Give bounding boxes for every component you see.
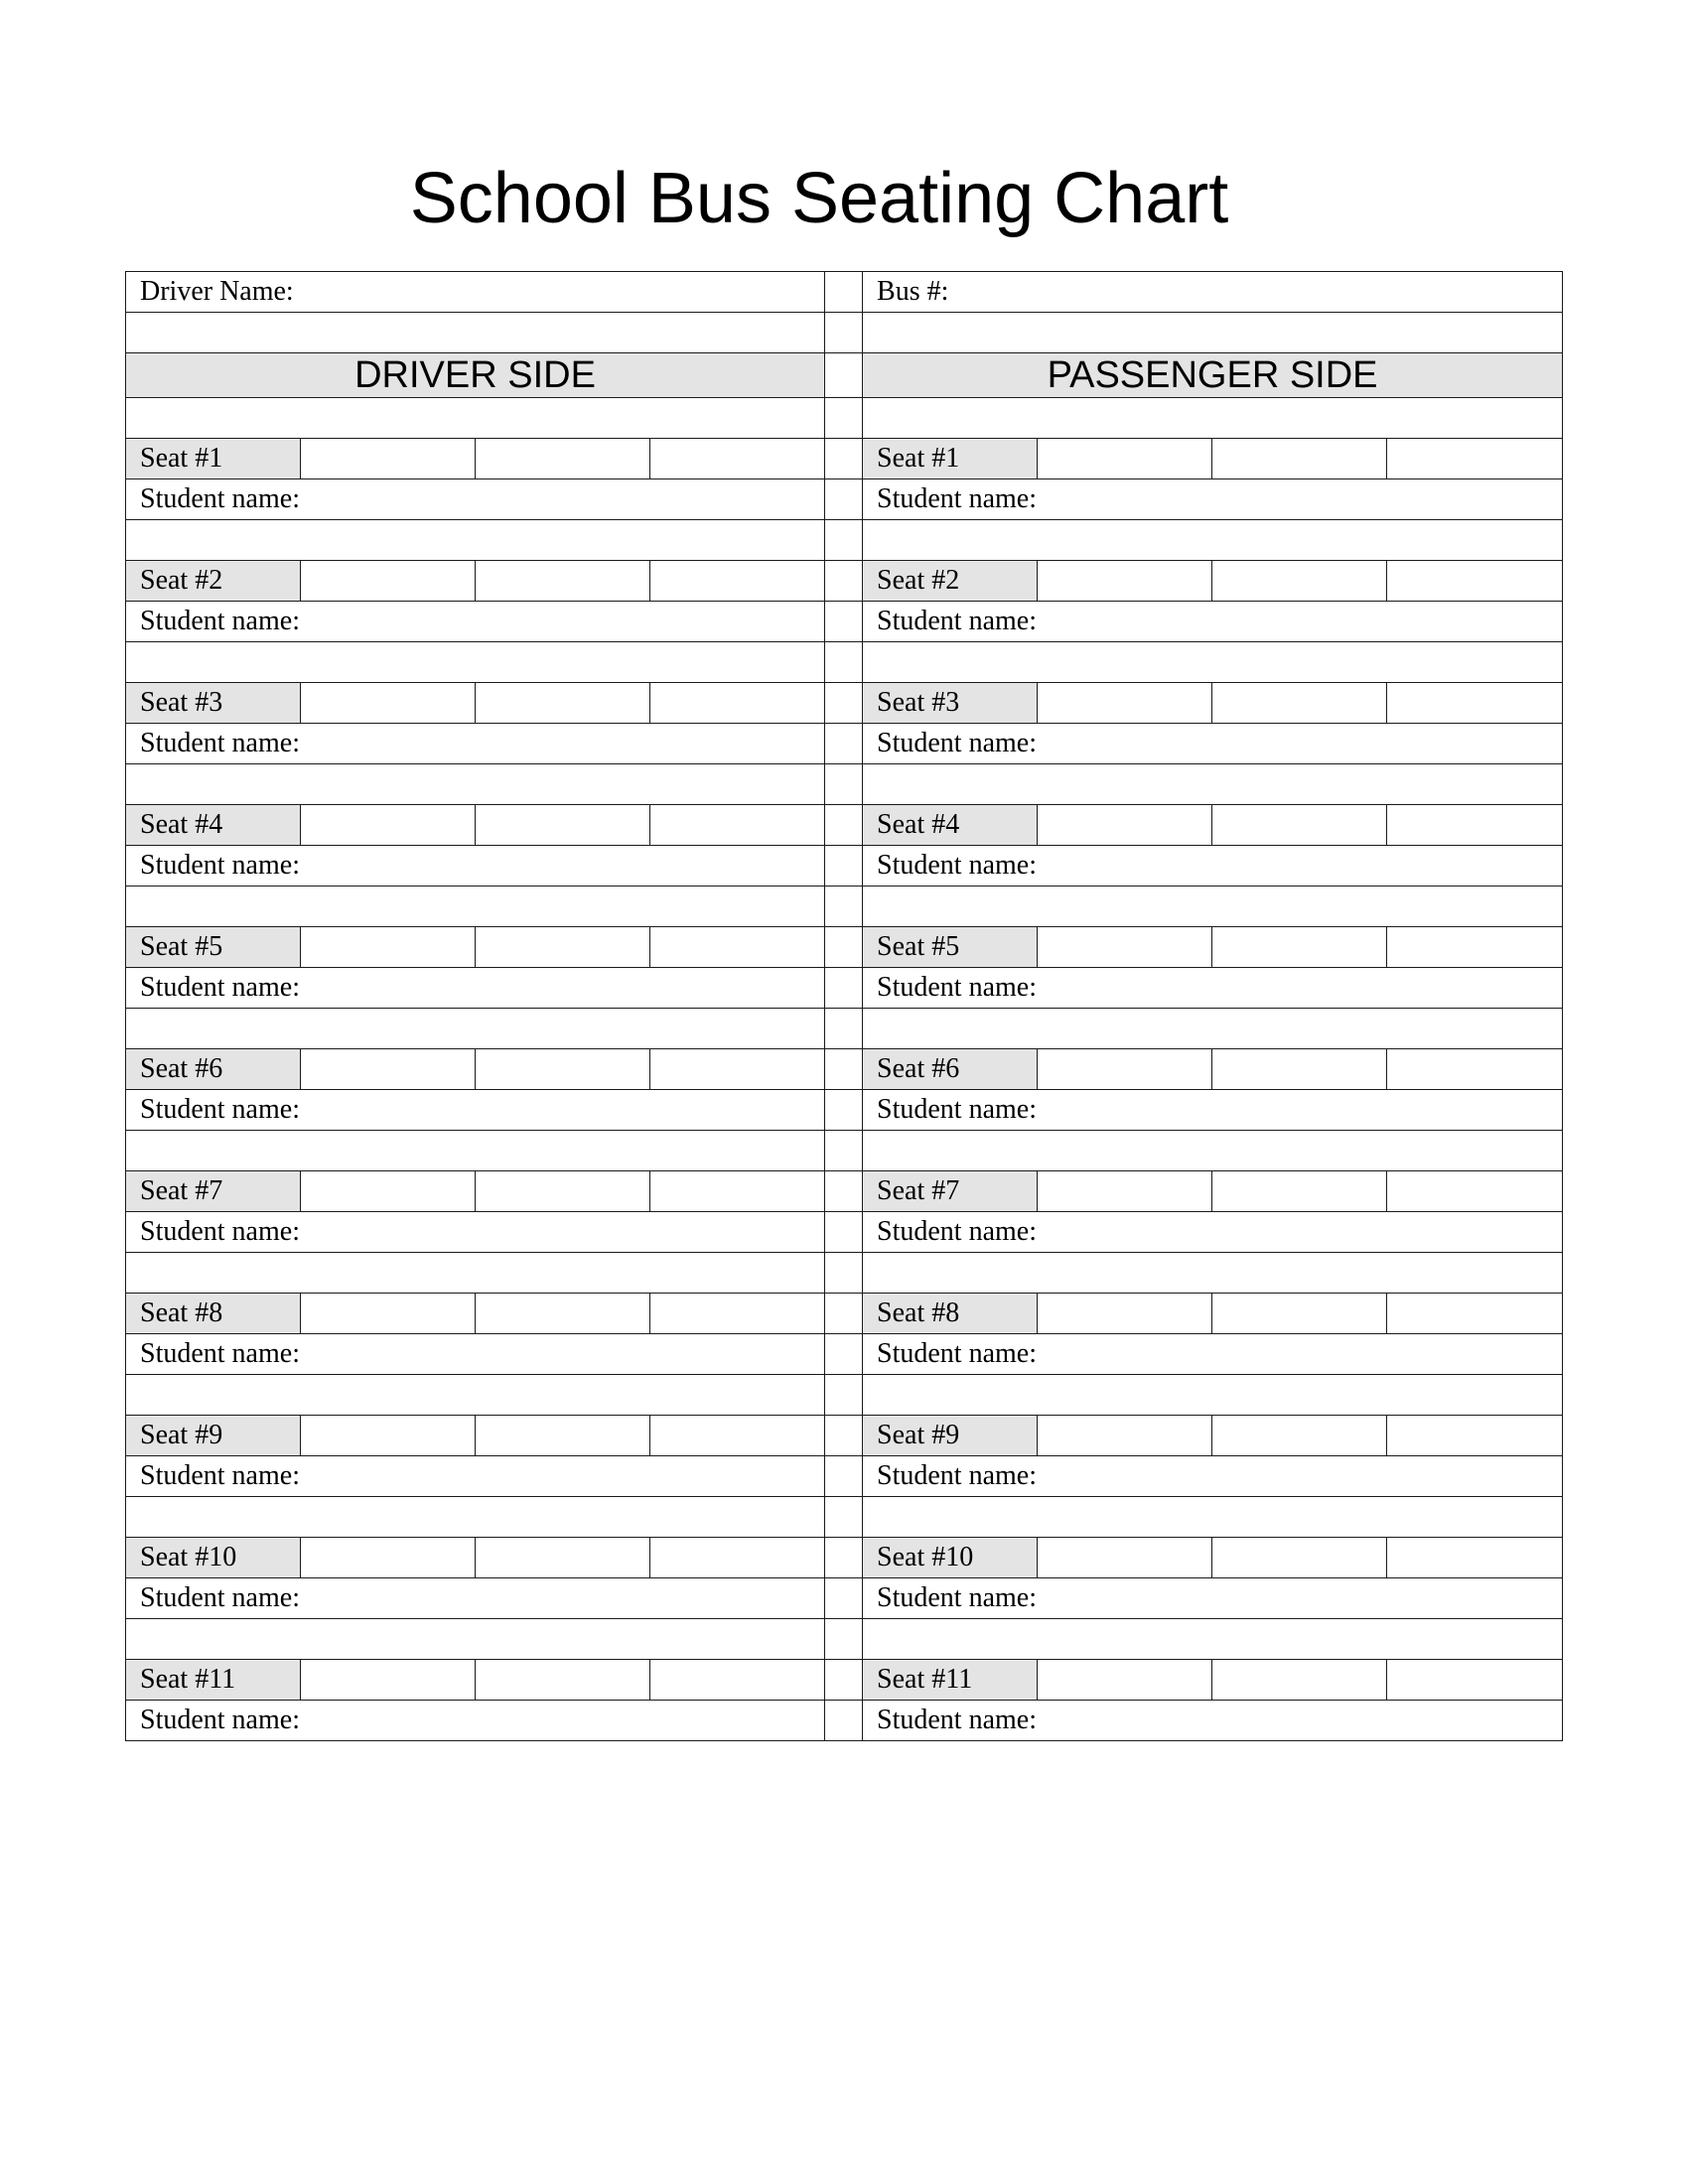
driver-seat-entry-cell[interactable] xyxy=(650,1171,825,1212)
student-name-row xyxy=(126,1090,1563,1131)
passenger-side-header: PASSENGER SIDE xyxy=(863,353,1563,398)
spacer-cell xyxy=(126,520,825,561)
seat-row xyxy=(126,1171,1563,1212)
aisle-cell xyxy=(825,887,863,927)
driver-seat-entry-cell[interactable] xyxy=(301,1049,476,1090)
passenger-seat-entry-cell[interactable] xyxy=(1038,1294,1212,1334)
passenger-student-name-field[interactable]: Student name: xyxy=(863,1334,1563,1375)
passenger-seat-entry-cell[interactable] xyxy=(1387,1294,1563,1334)
driver-seat-entry-cell[interactable] xyxy=(301,1538,476,1578)
aisle-cell xyxy=(825,1701,863,1741)
aisle-cell xyxy=(825,1090,863,1131)
passenger-seat-entry-cell[interactable] xyxy=(1038,1538,1212,1578)
driver-student-name-field[interactable]: Student name: xyxy=(126,602,825,642)
driver-seat-label: Seat #2 xyxy=(126,561,301,602)
driver-student-name-field[interactable]: Student name: xyxy=(126,1212,825,1253)
passenger-seat-entry-cell[interactable] xyxy=(1387,439,1563,479)
passenger-student-name-field[interactable]: Student name: xyxy=(863,1578,1563,1619)
aisle-cell xyxy=(825,1049,863,1090)
passenger-seat-entry-cell[interactable] xyxy=(1038,683,1212,724)
driver-seat-entry-cell[interactable] xyxy=(476,1538,650,1578)
spacer-row xyxy=(126,764,1563,805)
driver-seat-entry-cell[interactable] xyxy=(476,1171,650,1212)
student-name-row xyxy=(126,479,1563,520)
aisle-cell xyxy=(825,724,863,764)
spacer-row xyxy=(126,887,1563,927)
spacer-cell xyxy=(126,1253,825,1294)
driver-seat-label: Seat #10 xyxy=(126,1538,301,1578)
student-name-row xyxy=(126,724,1563,764)
student-name-row xyxy=(126,602,1563,642)
driver-seat-label: Seat #3 xyxy=(126,683,301,724)
side-header-row xyxy=(126,353,1563,398)
aisle-cell xyxy=(825,927,863,968)
driver-student-name-field[interactable]: Student name: xyxy=(126,1578,825,1619)
passenger-seat-entry-cell[interactable] xyxy=(1212,439,1387,479)
driver-seat-entry-cell[interactable] xyxy=(650,1294,825,1334)
aisle-cell xyxy=(825,1619,863,1660)
aisle-cell xyxy=(825,272,863,313)
passenger-seat-label: Seat #8 xyxy=(863,1294,1038,1334)
spacer-cell xyxy=(863,1497,1563,1538)
aisle-cell xyxy=(825,1253,863,1294)
driver-student-name-field[interactable]: Student name: xyxy=(126,846,825,887)
aisle-cell xyxy=(825,1375,863,1416)
spacer-cell xyxy=(126,1009,825,1049)
aisle-cell xyxy=(825,846,863,887)
driver-seat-label: Seat #1 xyxy=(126,439,301,479)
aisle-cell xyxy=(825,1660,863,1701)
passenger-seat-entry-cell[interactable] xyxy=(1212,805,1387,846)
driver-seat-entry-cell[interactable] xyxy=(476,683,650,724)
passenger-seat-label: Seat #6 xyxy=(863,1049,1038,1090)
aisle-cell xyxy=(825,1171,863,1212)
driver-seat-entry-cell[interactable] xyxy=(650,561,825,602)
passenger-student-name-field[interactable]: Student name: xyxy=(863,479,1563,520)
spacer-cell xyxy=(863,1619,1563,1660)
spacer-cell xyxy=(863,520,1563,561)
driver-seat-entry-cell[interactable] xyxy=(301,1660,476,1701)
driver-seat-label: Seat #9 xyxy=(126,1416,301,1456)
seat-row xyxy=(126,1416,1563,1456)
driver-seat-entry-cell[interactable] xyxy=(650,439,825,479)
student-name-row xyxy=(126,1212,1563,1253)
driver-seat-entry-cell[interactable] xyxy=(650,683,825,724)
driver-seat-entry-cell[interactable] xyxy=(301,683,476,724)
driver-seat-entry-cell[interactable] xyxy=(476,1294,650,1334)
aisle-cell xyxy=(825,1578,863,1619)
spacer-row xyxy=(126,520,1563,561)
aisle-cell xyxy=(825,561,863,602)
aisle-cell xyxy=(825,398,863,439)
passenger-seat-label: Seat #7 xyxy=(863,1171,1038,1212)
seat-row xyxy=(126,1538,1563,1578)
spacer-row xyxy=(126,313,1563,353)
driver-seat-entry-cell[interactable] xyxy=(650,805,825,846)
spacer-cell xyxy=(126,1619,825,1660)
seat-row xyxy=(126,927,1563,968)
aisle-cell xyxy=(825,520,863,561)
spacer-cell xyxy=(863,1375,1563,1416)
driver-name-field[interactable]: Driver Name: xyxy=(126,272,825,313)
page-title: School Bus Seating Chart xyxy=(409,159,1229,238)
passenger-student-name-field[interactable]: Student name: xyxy=(863,1212,1563,1253)
spacer-cell xyxy=(863,642,1563,683)
spacer-row xyxy=(126,642,1563,683)
passenger-seat-entry-cell[interactable] xyxy=(1387,1660,1563,1701)
passenger-student-name-field[interactable]: Student name: xyxy=(863,1456,1563,1497)
passenger-seat-entry-cell[interactable] xyxy=(1212,683,1387,724)
driver-seat-entry-cell[interactable] xyxy=(301,805,476,846)
spacer-cell xyxy=(126,887,825,927)
passenger-seat-label: Seat #5 xyxy=(863,927,1038,968)
spacer-cell xyxy=(863,1131,1563,1171)
driver-seat-label: Seat #4 xyxy=(126,805,301,846)
spacer-cell xyxy=(126,1375,825,1416)
passenger-seat-entry-cell[interactable] xyxy=(1212,927,1387,968)
passenger-seat-entry-cell[interactable] xyxy=(1387,1538,1563,1578)
driver-seat-entry-cell[interactable] xyxy=(301,1171,476,1212)
spacer-cell xyxy=(126,642,825,683)
passenger-seat-entry-cell[interactable] xyxy=(1038,1171,1212,1212)
student-name-row xyxy=(126,968,1563,1009)
driver-seat-entry-cell[interactable] xyxy=(476,927,650,968)
passenger-seat-entry-cell[interactable] xyxy=(1387,1416,1563,1456)
seat-row xyxy=(126,683,1563,724)
driver-student-name-field[interactable]: Student name: xyxy=(126,1090,825,1131)
driver-student-name-field[interactable]: Student name: xyxy=(126,724,825,764)
aisle-cell xyxy=(825,1416,863,1456)
aisle-cell xyxy=(825,1334,863,1375)
aisle-cell xyxy=(825,353,863,398)
passenger-seat-entry-cell[interactable] xyxy=(1038,1660,1212,1701)
passenger-seat-label: Seat #4 xyxy=(863,805,1038,846)
spacer-row xyxy=(126,1131,1563,1171)
passenger-seat-label: Seat #11 xyxy=(863,1660,1038,1701)
driver-seat-entry-cell[interactable] xyxy=(476,561,650,602)
driver-seat-entry-cell[interactable] xyxy=(301,439,476,479)
passenger-seat-entry-cell[interactable] xyxy=(1038,805,1212,846)
driver-seat-entry-cell[interactable] xyxy=(301,1416,476,1456)
spacer-cell xyxy=(863,398,1563,439)
aisle-cell xyxy=(825,764,863,805)
driver-seat-entry-cell[interactable] xyxy=(650,1538,825,1578)
driver-seat-label: Seat #5 xyxy=(126,927,301,968)
driver-seat-entry-cell[interactable] xyxy=(301,1294,476,1334)
driver-seat-label: Seat #11 xyxy=(126,1660,301,1701)
driver-seat-label: Seat #7 xyxy=(126,1171,301,1212)
passenger-student-name-field[interactable]: Student name: xyxy=(863,724,1563,764)
aisle-cell xyxy=(825,805,863,846)
passenger-seat-label: Seat #10 xyxy=(863,1538,1038,1578)
passenger-seat-label: Seat #2 xyxy=(863,561,1038,602)
driver-seat-entry-cell[interactable] xyxy=(476,1660,650,1701)
aisle-cell xyxy=(825,439,863,479)
seating-chart-form xyxy=(125,271,1563,1741)
spacer-cell xyxy=(863,764,1563,805)
aisle-cell xyxy=(825,602,863,642)
spacer-row xyxy=(126,1619,1563,1660)
seat-row xyxy=(126,1294,1563,1334)
spacer-cell xyxy=(126,313,825,353)
spacer-row xyxy=(126,398,1563,439)
driver-student-name-field[interactable]: Student name: xyxy=(126,479,825,520)
aisle-cell xyxy=(825,1294,863,1334)
spacer-row xyxy=(126,1497,1563,1538)
student-name-row xyxy=(126,1578,1563,1619)
driver-seat-label: Seat #8 xyxy=(126,1294,301,1334)
spacer-cell xyxy=(126,764,825,805)
aisle-cell xyxy=(825,683,863,724)
spacer-row xyxy=(126,1253,1563,1294)
aisle-cell xyxy=(825,1456,863,1497)
aisle-cell xyxy=(825,479,863,520)
driver-student-name-field[interactable]: Student name: xyxy=(126,1456,825,1497)
passenger-seat-entry-cell[interactable] xyxy=(1212,1416,1387,1456)
passenger-seat-entry-cell[interactable] xyxy=(1038,1416,1212,1456)
passenger-seat-entry-cell[interactable] xyxy=(1387,561,1563,602)
student-name-row xyxy=(126,1334,1563,1375)
driver-seat-entry-cell[interactable] xyxy=(650,1660,825,1701)
passenger-seat-entry-cell[interactable] xyxy=(1212,561,1387,602)
driver-seat-label: Seat #6 xyxy=(126,1049,301,1090)
aisle-cell xyxy=(825,1009,863,1049)
passenger-student-name-field[interactable]: Student name: xyxy=(863,602,1563,642)
spacer-cell xyxy=(863,1253,1563,1294)
spacer-cell xyxy=(126,1497,825,1538)
passenger-seat-label: Seat #1 xyxy=(863,439,1038,479)
seat-row xyxy=(126,1049,1563,1090)
aisle-cell xyxy=(825,968,863,1009)
passenger-seat-entry-cell[interactable] xyxy=(1387,927,1563,968)
student-name-row xyxy=(126,846,1563,887)
seat-row xyxy=(126,439,1563,479)
passenger-seat-entry-cell[interactable] xyxy=(1038,439,1212,479)
driver-student-name-field[interactable]: Student name: xyxy=(126,1701,825,1741)
spacer-cell xyxy=(126,398,825,439)
passenger-seat-entry-cell[interactable] xyxy=(1387,683,1563,724)
passenger-seat-entry-cell[interactable] xyxy=(1212,1660,1387,1701)
driver-seat-entry-cell[interactable] xyxy=(301,927,476,968)
bus-number-field[interactable]: Bus #: xyxy=(863,272,1563,313)
seat-row xyxy=(126,1660,1563,1701)
passenger-seat-entry-cell[interactable] xyxy=(1038,1049,1212,1090)
driver-student-name-field[interactable]: Student name: xyxy=(126,968,825,1009)
aisle-cell xyxy=(825,1212,863,1253)
driver-seat-entry-cell[interactable] xyxy=(476,1416,650,1456)
driver-seat-entry-cell[interactable] xyxy=(301,561,476,602)
passenger-seat-entry-cell[interactable] xyxy=(1387,805,1563,846)
aisle-cell xyxy=(825,313,863,353)
passenger-student-name-field[interactable]: Student name: xyxy=(863,968,1563,1009)
passenger-student-name-field[interactable]: Student name: xyxy=(863,1701,1563,1741)
driver-seat-entry-cell[interactable] xyxy=(650,1416,825,1456)
spacer-row xyxy=(126,1009,1563,1049)
aisle-cell xyxy=(825,642,863,683)
passenger-seat-entry-cell[interactable] xyxy=(1387,1171,1563,1212)
passenger-seat-entry-cell[interactable] xyxy=(1212,1294,1387,1334)
aisle-cell xyxy=(825,1131,863,1171)
driver-seat-entry-cell[interactable] xyxy=(650,927,825,968)
passenger-seat-entry-cell[interactable] xyxy=(1212,1049,1387,1090)
aisle-cell xyxy=(825,1497,863,1538)
driver-seat-entry-cell[interactable] xyxy=(650,1049,825,1090)
spacer-cell xyxy=(126,1131,825,1171)
driver-side-header: DRIVER SIDE xyxy=(126,353,825,398)
spacer-cell xyxy=(863,1009,1563,1049)
spacer-cell xyxy=(863,887,1563,927)
passenger-seat-entry-cell[interactable] xyxy=(1038,927,1212,968)
spacer-row xyxy=(126,1375,1563,1416)
spacer-cell xyxy=(863,313,1563,353)
passenger-seat-entry-cell[interactable] xyxy=(1038,561,1212,602)
seat-row xyxy=(126,561,1563,602)
passenger-seat-entry-cell[interactable] xyxy=(1212,1538,1387,1578)
driver-bus-row xyxy=(126,272,1563,313)
driver-student-name-field[interactable]: Student name: xyxy=(126,1334,825,1375)
passenger-student-name-field[interactable]: Student name: xyxy=(863,846,1563,887)
passenger-student-name-field[interactable]: Student name: xyxy=(863,1090,1563,1131)
passenger-seat-entry-cell[interactable] xyxy=(1212,1171,1387,1212)
passenger-seat-label: Seat #3 xyxy=(863,683,1038,724)
driver-seat-entry-cell[interactable] xyxy=(476,1049,650,1090)
passenger-seat-entry-cell[interactable] xyxy=(1387,1049,1563,1090)
student-name-row xyxy=(126,1701,1563,1741)
passenger-seat-label: Seat #9 xyxy=(863,1416,1038,1456)
seat-row xyxy=(126,805,1563,846)
driver-seat-entry-cell[interactable] xyxy=(476,805,650,846)
aisle-cell xyxy=(825,1538,863,1578)
student-name-row xyxy=(126,1456,1563,1497)
driver-seat-entry-cell[interactable] xyxy=(476,439,650,479)
